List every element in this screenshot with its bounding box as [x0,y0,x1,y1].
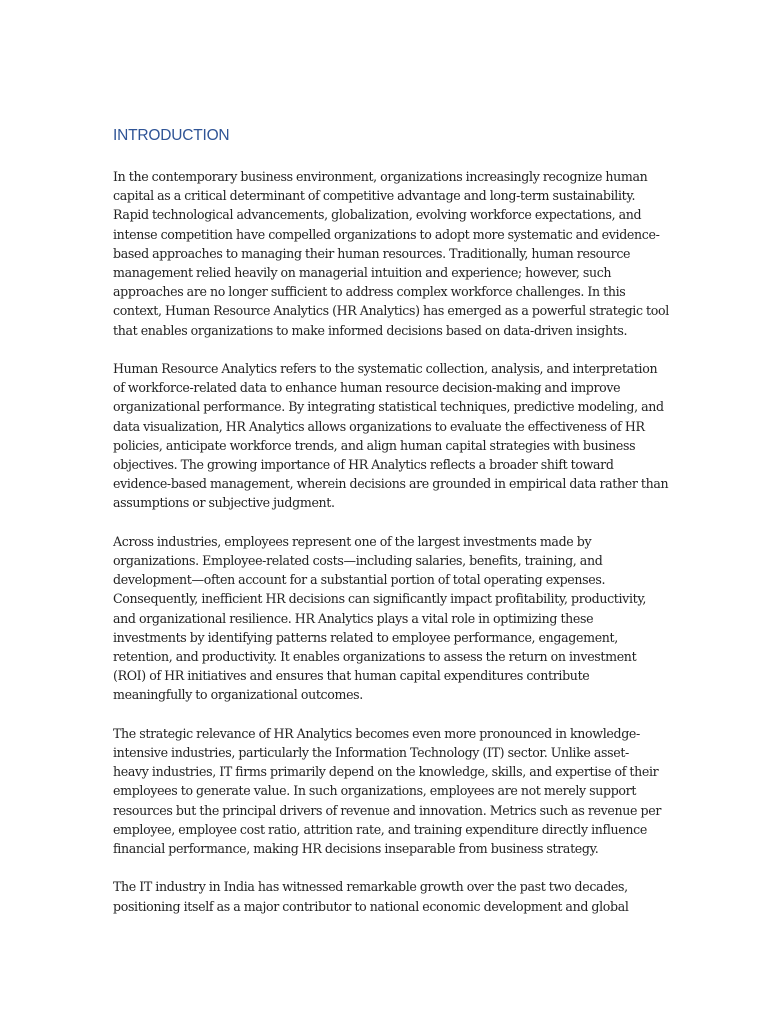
text-line: approaches are no longer sufficient to address complex workforce challenges. In this [113,284,626,300]
text-line: retention, and productivity. It enables organizations to assess the return on investment [113,649,637,665]
text-line: Consequently, inefficient HR decisions can significantly impact profitability, productivity, [113,591,647,607]
text-line: that enables organizations to make informed decisions based on data-driven insights. [113,322,628,338]
text-line: evidence-based management, wherein decisions are grounded in empirical data rather than [113,476,669,492]
text-line: context, Human Resource Analytics (HR Analytics) has emerged as a powerful strategic tool [113,303,669,319]
text-line: policies, anticipate workforce trends, and align human capital strategies with business [113,437,636,453]
text-line: The strategic relevance of HR Analytics becomes even more pronounced in knowledge- [113,725,640,741]
text-line: organizational performance. By integrating statistical techniques, predictive modeling, and [113,399,664,415]
text-line: meaningfully to organizational outcomes. [113,687,363,703]
paragraph-3 [113,532,658,705]
paragraph-2 [113,359,669,513]
text-line: employees to generate value. In such organizations, employees are not merely support [113,783,637,799]
text-line: The IT industry in India has witnessed remarkable growth over the past two decades, [113,879,628,895]
text-line: management relied heavily on managerial intuition and experience; however, such [113,265,612,281]
document-body [113,126,669,935]
text-line: In the contemporary business environment, organizations increasingly recognize human [113,169,648,184]
text-line: (ROI) of HR initiatives and ensures that human capital expenditures contribute [113,668,590,684]
section-heading: INTRODUCTION [113,127,230,144]
paragraph-4 [113,724,661,858]
text-line: assumptions or subjective judgment. [113,495,335,511]
paragraph-5 [113,877,658,915]
text-line: resources but the principal drivers of revenue and innovation. Metrics such as revenue per [113,802,661,818]
text-line: organizations. Employee-related costs—including salaries, benefits, training, and [113,553,603,569]
text-line: heavy industries, IT firms primarily depend on the knowledge, skills, and expertise of their [113,764,659,780]
text-line: intensive industries, particularly the Information Technology (IT) sector. Unlike asset- [113,745,629,761]
text-line: financial performance, making HR decisions inseparable from business strategy. [113,841,599,857]
text-line: employee, employee cost ratio, attrition rate, and training expenditure directly influence [113,821,647,837]
text-line: development—often account for a substantial portion of total operating expenses. [113,572,606,588]
paragraph-1 [113,167,669,340]
text-line: positioning itself as a major contributor to national economic development and global [113,898,629,914]
text-line: intense competition have compelled organizations to adopt more systematic and evidence- [113,226,660,242]
text-line: of workforce-related data to enhance human resource decision-making and improve [113,380,621,396]
text-line: data visualization, HR Analytics allows organizations to evaluate the effectiveness of HR [113,418,645,434]
text-line: and organizational resilience. HR Analytics plays a vital role in optimizing these [113,610,594,626]
text-line: Across industries, employees represent one of the largest investments made by [113,533,592,549]
text-line: Human Resource Analytics refers to the systematic collection, analysis, and interpretation [113,361,658,377]
text-line: investments by identifying patterns related to employee performance, engagement, [113,629,618,645]
text-line: based approaches to managing their human resources. Traditionally, human resource [113,245,631,261]
text-line: Rapid technological advancements, globalization, evolving workforce expectations, and [113,207,642,223]
text-line: objectives. The growing importance of HR Analytics reflects a broader shift toward [113,457,614,473]
text-line: capital as a critical determinant of competitive advantage and long-term sustainability. [113,188,636,204]
